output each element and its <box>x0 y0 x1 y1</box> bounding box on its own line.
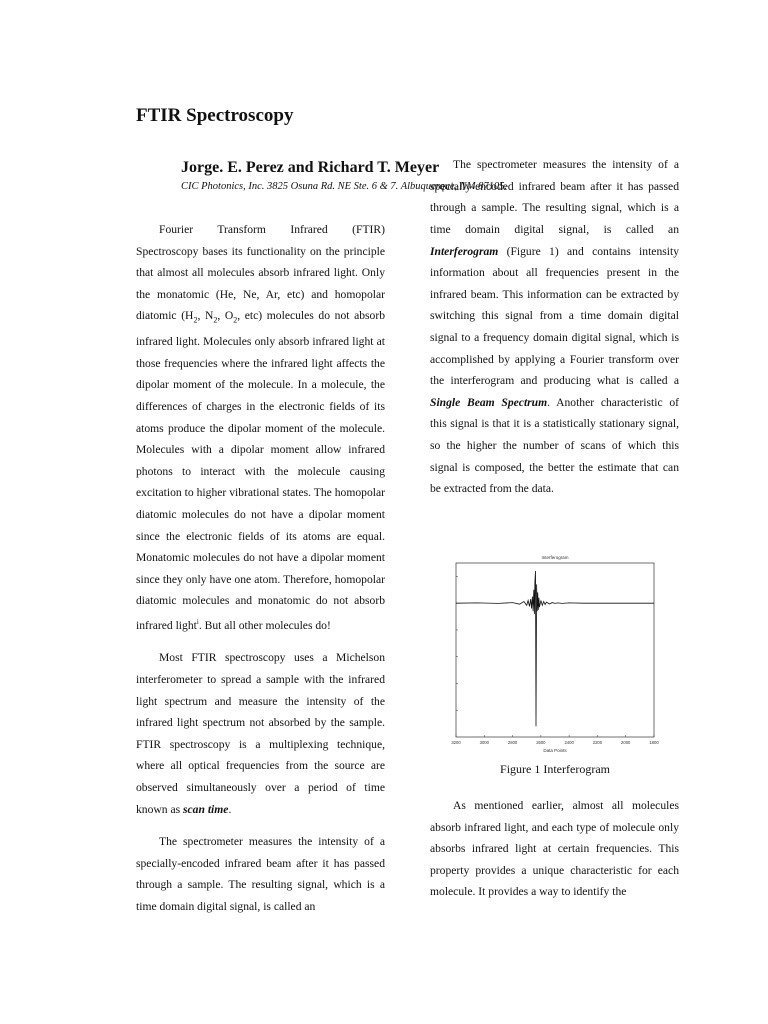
paragraph-spectrometer-cont: The spectrometer measures the intensity of a specially-encoded infrared beam after it has passed through a sample. The resulting signal, which is a time domain digital signal, is called an Interferogram (Figure 1) and contains intensity information about all frequencies present in the infrared beam. This information can be extracted by switching this signal from a time domain digital signal to a frequency domain digital signal, which is accomplished by applying a Fourier transform over the interferogram and producing what is called a Single Beam Spectrum. Another characteristic of this signal is that it is a statistically stationary signal, so the higher the number of scans of which this signal is composed, the better the estimate that can be extracted from the data. <box>430 158 679 496</box>
figure-caption: Figure 1 Interferogram <box>500 762 610 776</box>
x-tick-label: 1800 <box>649 740 659 745</box>
left-column <box>136 219 385 913</box>
term-single-beam-spectrum: Single Beam Spectrum <box>430 395 548 409</box>
right-column <box>430 158 679 549</box>
footnote-marker: i <box>196 618 199 626</box>
x-tick-label: 2400 <box>564 740 574 745</box>
interferogram-line <box>456 571 654 726</box>
term-scan-time: scan time <box>183 802 229 816</box>
plot-frame <box>456 563 654 737</box>
paper-affiliation: CIC Photonics, Inc. 3825 Osuna Rd. NE Ste. 6 & 7. Albuquerque, NM 87105. <box>181 181 508 192</box>
figure-interferogram <box>430 550 680 785</box>
x-tick-label: 2800 <box>507 740 518 745</box>
x-tick-label: 2000 <box>621 740 631 745</box>
x-axis-label: Data Points <box>543 748 567 753</box>
x-tick-label: 3000 <box>479 740 489 745</box>
x-tick-label: 2600 <box>536 740 546 745</box>
paragraph-michelson: Most FTIR spectroscopy uses a Michelson interferometer to spread a sample with the infrared light spectrum and measure the intensity of the infrared light spectrum not absorbed by the sample. FTIR spectroscopy is a multiplexing technique, where all optical frequencies from the source are observed simultaneously over a period of time known as scan time. <box>136 651 385 816</box>
paper-title: FTIR Spectroscopy <box>136 105 294 126</box>
right-column-bottom <box>430 795 679 914</box>
paragraph-spectrometer: The spectrometer measures the intensity of a specially-encoded infrared beam after it has passed through a sample. The resulting signal, which is a time domain digital signal, is called an <box>136 835 385 913</box>
term-interferogram: Interferogram <box>430 244 499 258</box>
x-tick-label: 2200 <box>592 740 603 745</box>
paragraph-absorption: As mentioned earlier, almost all molecules absorb infrared light, and each type of molecule only absorbs infrared light at certain frequencies. This property provides a unique characteristic for each molecule. It provides a way to identify the <box>430 799 679 899</box>
interferogram-chart <box>430 550 680 762</box>
paper-authors: Jorge. E. Perez and Richard T. Meyer <box>181 159 440 176</box>
paragraph-intro: Fourier Transform Infrared (FTIR) Spectroscopy bases its functionality on the principle that almost all molecules absorb infrared light. Only the monatomic (He, Ne, Ar, etc) and homopolar diatomic ($H_2$, $N_2$, $O_2$, etc) molecules do not absorb infrared light. Molecules only absorb infrared light at those frequencies where the infrared light affects the dipolar moment of the molecule. In a molecule, the differences of charges in the electronic fields of its atoms produce the dipolar moment of the molecule. Molecules with a dipolar moment allow infrared photons to interact with the molecule causing excitation to higher vibrational states. The homopolar diatomic molecules do not have a dipolar moment since the electronic fields of its atoms are equal. Monatomic molecules do not have a dipolar moment since they only have one atom. Therefore, homopolar diatomic molecules and monatomic do not absorb infrared light$^i$. But all other molecules do! <box>136 223 385 632</box>
x-tick-label: 3200 <box>451 740 461 745</box>
chart-title: Interferogram <box>541 555 569 560</box>
